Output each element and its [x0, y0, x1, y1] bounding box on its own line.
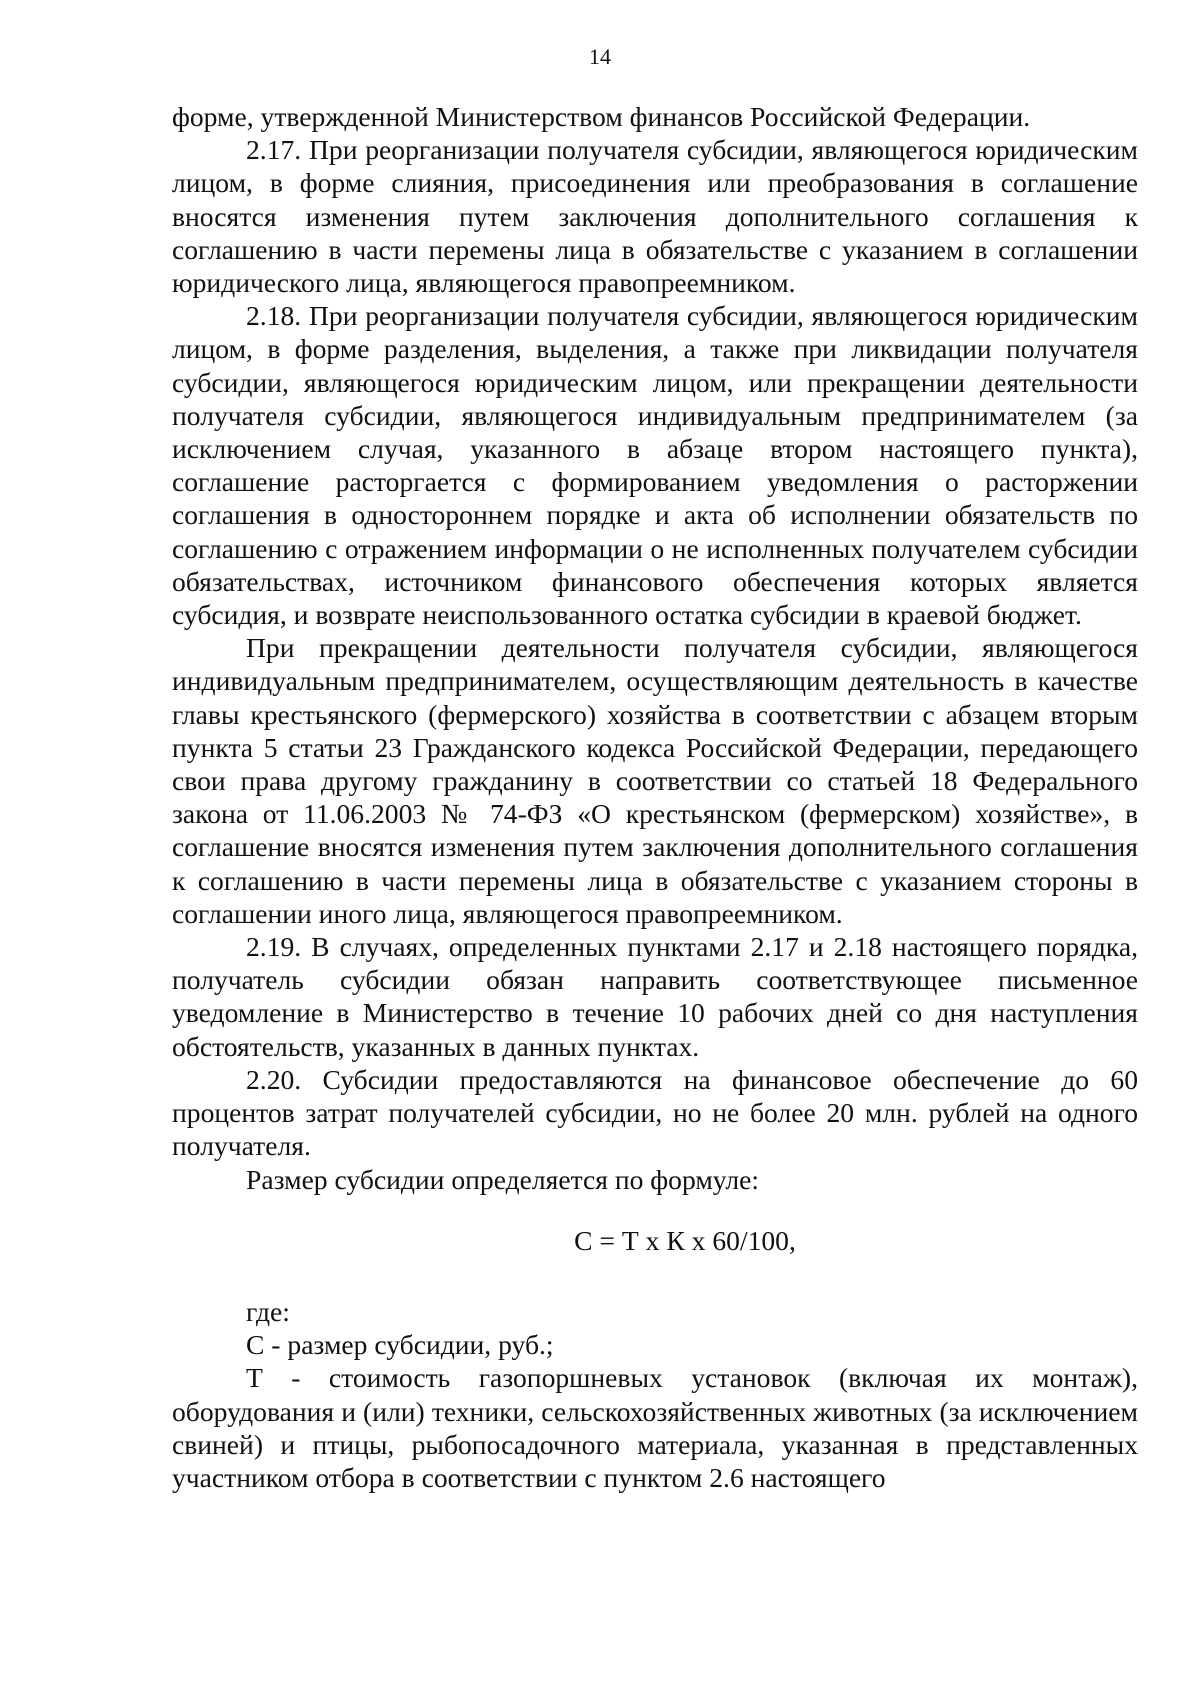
paragraph-where: где: — [246, 1295, 290, 1327]
paragraph-2-18: 2.18. При реорганизации получателя субсидии, являющегося юридическим лицом, в форме разделения, выделения, а также при ликвидации получателя субсидии, являющегося юридическим лицом, или прекращении деятельности получателя субсидии, являющегося индивидуальным предпринимателем (за исключением случая, указанного в абзаце втором настоящего пункта), соглашение расторгается с формированием уведомления о расторжении соглашения в одностороннем порядке и акта об исполнении обязательств по соглашению с отражением информации о не исполненных получателем субсидии обязательствах, источником финансового обеспечения которых является субсидия, и возврате неиспользованного остатка субсидии в краевой бюджет. — [172, 300, 1138, 631]
paragraph-formula-intro: Размер субсидии определяется по формуле: — [246, 1163, 760, 1195]
page-number: 14 — [589, 44, 611, 69]
paragraph-t-definition: Т - стоимость газопоршневых установок (включая их монтаж), оборудования и (или) техники, сельскохозяйственных животных (за исключением свиней) и птицы, рыбопосадочного материала, указанная в представленных участником отбора в соответствии с пунктом 2.6 настоящего — [172, 1362, 1138, 1493]
paragraph-2-20: 2.20. Субсидии предоставляются на финансовое обеспечение до 60 процентов затрат получателей субсидии, но не более 20 млн. рублей на одного получателя. — [172, 1063, 1138, 1162]
document-body — [172, 100, 1138, 1494]
paragraph-2-18-farm: При прекращении деятельности получателя субсидии, являющегося индивидуальным предпринимателем, осуществляющим деятельность в качестве главы крестьянского (фермерского) хозяйства в соответствии с абзацем вторым пункта 5 статьи 23 Гражданского кодекса Российской Федерации, передающего свои права другому гражданину в соответствии со статьей 18 Федерального закона от 11.06.2003 № 74-ФЗ «О крестьянском (фермерском) хозяйстве», в соглашение вносятся изменения путем заключения дополнительного соглашения к соглашению в части перемены лица в обязательстве с указанием стороны в соглашении иного лица, являющегося правопреемником. — [172, 632, 1138, 929]
paragraph-2-17: 2.17. При реорганизации получателя субсидии, являющегося юридическим лицом, в форме слияния, присоединения или преобразования в соглашение вносятся изменения путем заключения дополнительного соглашения к соглашению в части перемены лица в обязательстве с указанием в соглашении юридического лица, являющегося правопреемником. — [172, 134, 1138, 299]
paragraph-c-definition: С - размер субсидии, руб.; — [246, 1329, 554, 1361]
subsidy-formula: С = Т х К х 60/100, — [574, 1224, 796, 1256]
paragraph-2-19: 2.19. В случаях, определенных пунктами 2.17 и 2.18 настоящего порядка, получатель субсидии обязан направить соответствующее письменное уведомление в Министерство в течение 10 рабочих дней со дня наступления обстоятельств, указанных в данных пунктах. — [172, 931, 1138, 1062]
paragraph-continuation: форме, утвержденной Министерством финансов Российской Федерации. — [172, 101, 1031, 132]
